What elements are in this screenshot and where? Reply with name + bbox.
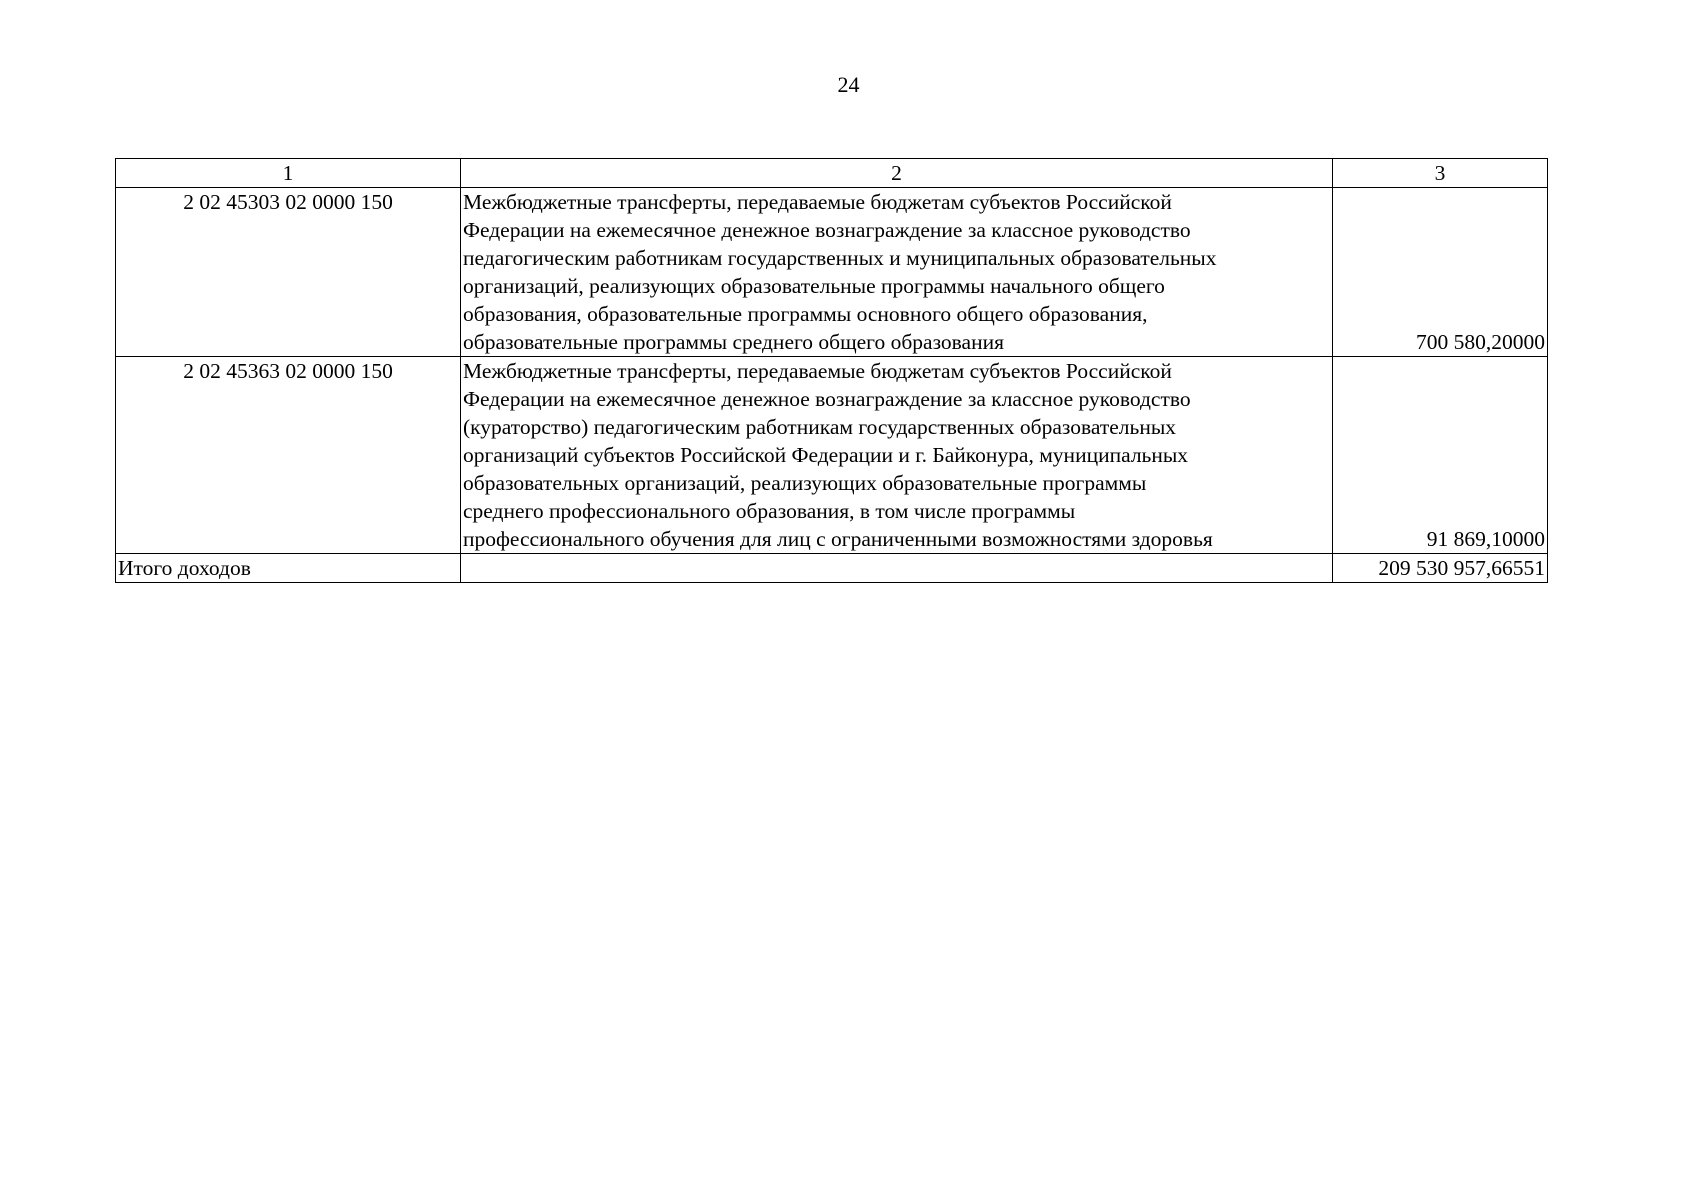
total-amount: 209 530 957,66551 — [1333, 554, 1548, 583]
page-number: 24 — [837, 72, 860, 97]
amount-cell: 700 580,20000 — [1333, 188, 1548, 357]
description-line: образования, образовательные программы основного общего образования, — [463, 302, 1148, 326]
column-header-1: 1 — [116, 159, 461, 188]
description-line: Межбюджетные трансферты, передаваемые бюджетам субъектов Российской — [463, 190, 1172, 214]
description-cell — [461, 357, 1333, 554]
total-description-cell — [461, 554, 1333, 583]
table-row — [116, 357, 1548, 554]
budget-code-cell: 2 02 45303 02 0000 150 — [116, 188, 461, 357]
total-label: Итого доходов — [116, 554, 461, 583]
total-row — [116, 554, 1548, 583]
description-line: Федерации на ежемесячное денежное вознаграждение за классное руководство — [463, 218, 1191, 242]
column-header-3: 3 — [1333, 159, 1548, 188]
column-header-2: 2 — [461, 159, 1333, 188]
description-line: профессионального обучения для лиц с ограниченными возможностями здоровья — [463, 527, 1213, 551]
amount-cell: 91 869,10000 — [1333, 357, 1548, 554]
description-line: организаций субъектов Российской Федерации и г. Байконура, муниципальных — [463, 443, 1189, 467]
description-line: образовательные программы среднего общего образования — [463, 330, 1004, 354]
table-header-row — [116, 159, 1548, 188]
description-line: Межбюджетные трансферты, передаваемые бюджетам субъектов Российской — [463, 359, 1172, 383]
description-line: педагогическим работникам государственных и муниципальных образовательных — [463, 246, 1217, 270]
description-line: (кураторство) педагогическим работникам государственных образовательных — [463, 415, 1177, 439]
description-line: образовательных организаций, реализующих образовательные программы — [463, 471, 1147, 495]
table-row — [116, 188, 1548, 357]
description-line: Федерации на ежемесячное денежное вознаграждение за классное руководство — [463, 387, 1191, 411]
description-cell — [461, 188, 1333, 357]
revenue-table — [115, 158, 1548, 583]
description-line: среднего профессионального образования, в том числе программы — [463, 499, 1076, 523]
description-line: организаций, реализующих образовательные программы начального общего — [463, 274, 1165, 298]
budget-code-cell: 2 02 45363 02 0000 150 — [116, 357, 461, 554]
